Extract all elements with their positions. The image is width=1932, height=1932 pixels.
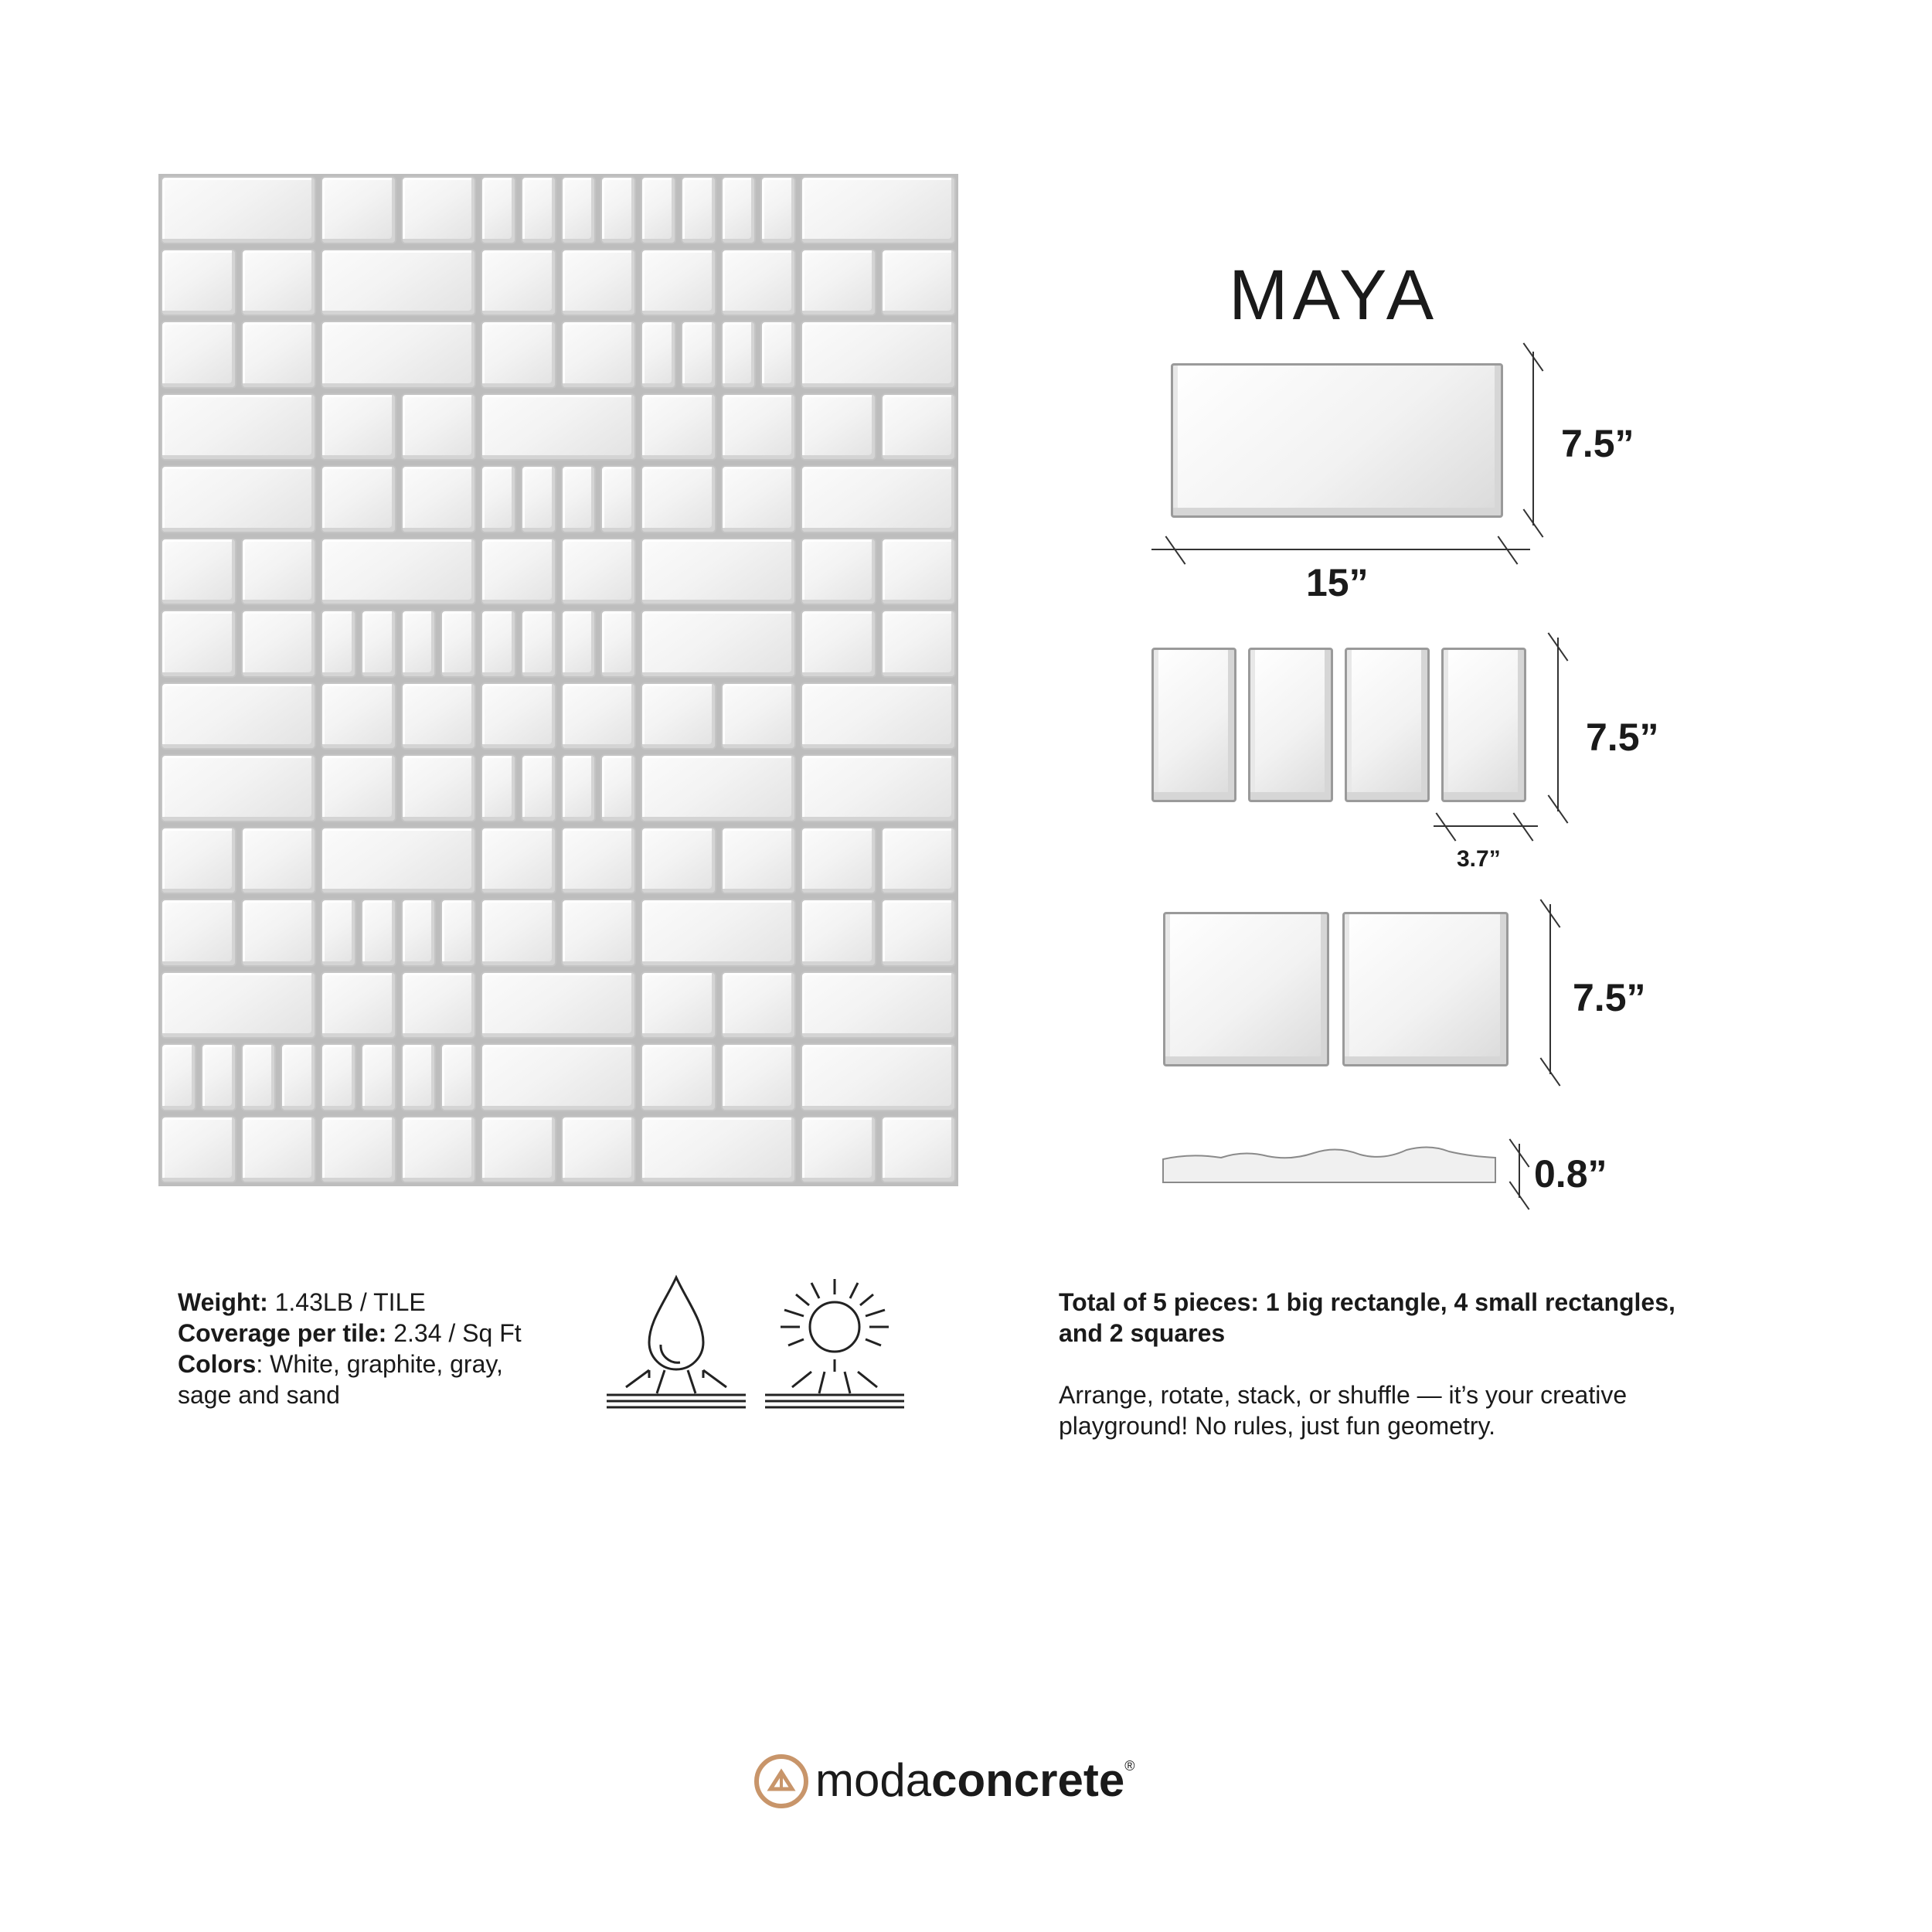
small-rectangle-piece	[1248, 648, 1333, 802]
wall-stone	[241, 249, 317, 317]
water-resistant-icon	[603, 1271, 750, 1410]
wall-stone	[321, 465, 396, 533]
wall-stone	[641, 754, 796, 822]
wall-stone	[561, 610, 597, 678]
wall-stone	[241, 610, 317, 678]
wall-stone	[321, 538, 476, 606]
wall-stone	[401, 1043, 437, 1111]
wall-stone	[561, 176, 597, 244]
square-height-label: 7.5”	[1573, 976, 1646, 1019]
wall-stone	[281, 1043, 316, 1111]
wall-stone	[161, 899, 236, 967]
wall-stone	[641, 393, 716, 461]
tagline-1: Arrange, rotate, stack, or shuffle — it’s your creative	[1059, 1381, 1628, 1409]
wall-stone	[721, 971, 797, 1039]
coverage-spec	[178, 1318, 522, 1349]
wall-stone	[481, 1116, 556, 1184]
wall-stone	[201, 1043, 236, 1111]
wall-stone	[401, 754, 477, 822]
tile-wall-pattern	[158, 174, 958, 1186]
wall-stone	[561, 1116, 637, 1184]
wall-stone	[161, 754, 316, 822]
wall-stone	[801, 538, 876, 606]
wall-stone	[881, 393, 957, 461]
wall-stone	[641, 971, 716, 1039]
wall-stone	[600, 610, 636, 678]
big-rect-width-label: 15”	[1306, 561, 1369, 604]
small-rect-height-label: 7.5”	[1586, 716, 1659, 759]
wall-stone	[801, 754, 956, 822]
wall-stone	[641, 176, 676, 244]
weight-value: 1.43LB / TILE	[267, 1288, 426, 1316]
wall-stone	[321, 321, 476, 389]
wall-stone	[561, 538, 637, 606]
wall-stone	[561, 754, 597, 822]
wall-stone	[401, 1116, 477, 1184]
wall-stone	[161, 321, 236, 389]
wall-stone	[721, 465, 797, 533]
wall-stone	[161, 465, 316, 533]
dim-tick	[1165, 536, 1186, 564]
wall-stone	[760, 321, 796, 389]
colors-value: : White, graphite, gray,	[256, 1350, 503, 1378]
wall-stone	[481, 682, 556, 750]
wall-stone	[481, 176, 516, 244]
wall-stone	[801, 827, 876, 895]
wall-stone	[881, 538, 957, 606]
wall-stone	[481, 827, 556, 895]
wall-stone	[521, 465, 556, 533]
wall-stone	[641, 1116, 796, 1184]
wall-stone	[401, 971, 477, 1039]
wall-stone	[361, 610, 396, 678]
wall-stone	[521, 610, 556, 678]
wall-stone	[801, 249, 876, 317]
wall-stone	[600, 754, 636, 822]
wall-stone	[801, 610, 876, 678]
wall-stone	[321, 1043, 356, 1111]
wall-stone	[801, 176, 956, 244]
wall-stone	[241, 827, 317, 895]
wall-stone	[481, 249, 556, 317]
wall-stone	[641, 827, 716, 895]
wall-stone	[481, 1043, 636, 1111]
wall-stone	[481, 465, 516, 533]
brand-registered: ®	[1124, 1758, 1135, 1774]
wall-stone	[401, 899, 437, 967]
wall-stone	[481, 538, 556, 606]
wall-stone	[681, 176, 716, 244]
wall-stone	[561, 827, 637, 895]
brand-light: moda	[815, 1754, 932, 1806]
wall-stone	[161, 1043, 196, 1111]
wall-stone	[401, 610, 437, 678]
big-rect-height-line	[1532, 352, 1534, 526]
coverage-value: 2.34 / Sq Ft	[386, 1319, 522, 1347]
small-rect-height-line	[1557, 638, 1559, 811]
dim-tick	[1436, 812, 1457, 841]
big-rect-width-line	[1151, 549, 1530, 550]
wall-stone	[561, 682, 637, 750]
pieces-description	[1059, 1287, 1675, 1318]
wall-stone	[641, 321, 676, 389]
big-rect-height-label: 7.5”	[1561, 422, 1634, 465]
wall-stone	[481, 321, 556, 389]
wall-stone	[561, 321, 637, 389]
wall-stone	[521, 176, 556, 244]
pieces-line-2: and 2 squares	[1059, 1319, 1226, 1347]
wall-stone	[801, 321, 956, 389]
wall-stone	[801, 1043, 956, 1111]
wall-stone	[641, 899, 796, 967]
weight-spec	[178, 1287, 426, 1318]
wall-stone	[361, 1043, 396, 1111]
wall-stone	[521, 754, 556, 822]
wall-stone	[641, 1043, 716, 1111]
sun-resistant-icon	[761, 1271, 908, 1410]
product-title: MAYA	[1229, 256, 1439, 335]
colors-value-2: sage and sand	[178, 1381, 340, 1409]
wall-stone	[321, 754, 396, 822]
wall-stone	[801, 465, 956, 533]
wall-stone	[881, 827, 957, 895]
wall-stone	[721, 1043, 797, 1111]
square-piece	[1342, 912, 1509, 1066]
pieces-description-2	[1059, 1318, 1225, 1349]
wall-stone	[801, 682, 956, 750]
wall-stone	[241, 538, 317, 606]
brand-wordmark	[815, 1753, 1134, 1807]
wall-stone	[161, 610, 236, 678]
wall-stone	[801, 393, 876, 461]
wall-stone	[161, 971, 316, 1039]
wall-stone	[881, 249, 957, 317]
tile-profile-outline	[1159, 1144, 1499, 1190]
wall-stone	[801, 1116, 876, 1184]
wall-stone	[321, 610, 356, 678]
wall-stone	[801, 971, 956, 1039]
wall-stone	[321, 249, 476, 317]
wall-stone	[241, 1043, 277, 1111]
wall-stone	[561, 249, 637, 317]
thickness-label: 0.8”	[1534, 1152, 1607, 1196]
wall-stone	[321, 971, 396, 1039]
wall-stone	[481, 393, 636, 461]
wall-stone	[161, 1116, 236, 1184]
wall-stone	[641, 610, 796, 678]
wall-stone	[641, 682, 716, 750]
small-rectangle-piece	[1441, 648, 1526, 802]
wall-stone	[321, 827, 476, 895]
wall-stone	[481, 610, 516, 678]
wall-stone	[440, 610, 476, 678]
wall-stone	[481, 899, 556, 967]
colors-spec-continued	[178, 1379, 340, 1410]
wall-stone	[721, 827, 797, 895]
brand-bold: concrete	[931, 1754, 1125, 1806]
wall-stone	[401, 682, 477, 750]
wall-stone	[600, 465, 636, 533]
wall-stone	[321, 393, 396, 461]
wall-stone	[161, 827, 236, 895]
small-rectangle-piece	[1151, 648, 1236, 802]
square-height-line	[1549, 904, 1551, 1074]
dim-tick	[1498, 536, 1519, 564]
wall-stone	[161, 682, 316, 750]
wall-stone	[161, 176, 316, 244]
wall-stone	[241, 321, 317, 389]
wall-stone	[801, 899, 876, 967]
wall-stone	[440, 899, 476, 967]
wall-stone	[721, 321, 757, 389]
wall-stone	[881, 610, 957, 678]
wall-stone	[241, 1116, 317, 1184]
coverage-label: Coverage per tile:	[178, 1319, 387, 1347]
wall-stone	[361, 899, 396, 967]
tagline-2: playground! No rules, just fun geometry.	[1059, 1412, 1496, 1440]
wall-stone	[721, 249, 797, 317]
wall-stone	[401, 393, 477, 461]
dim-tick	[1513, 812, 1534, 841]
wall-stone	[321, 1116, 396, 1184]
wall-stone	[641, 465, 716, 533]
square-piece	[1163, 912, 1329, 1066]
colors-label: Colors	[178, 1350, 257, 1378]
wall-stone	[721, 682, 797, 750]
wall-stone	[161, 249, 236, 317]
wall-stone	[641, 538, 796, 606]
wall-stone	[161, 538, 236, 606]
wall-stone	[401, 176, 477, 244]
big-rectangle-piece	[1171, 363, 1503, 518]
weight-label: Weight:	[178, 1288, 268, 1316]
wall-stone	[241, 899, 317, 967]
wall-stone	[481, 754, 516, 822]
wall-stone	[481, 971, 636, 1039]
wall-stone	[760, 176, 796, 244]
pieces-line-1: Total of 5 pieces: 1 big rectangle, 4 small rectangles,	[1059, 1288, 1675, 1316]
wall-stone	[401, 465, 477, 533]
wall-stone	[561, 465, 597, 533]
small-rectangle-piece	[1345, 648, 1430, 802]
brand-mark-icon	[753, 1753, 809, 1809]
wall-stone	[721, 393, 797, 461]
wall-stone	[681, 321, 716, 389]
brand-logo	[753, 1750, 1186, 1812]
wall-stone	[321, 176, 396, 244]
wall-stone	[600, 176, 636, 244]
wall-stone	[721, 176, 757, 244]
wall-stone	[561, 899, 637, 967]
wall-stone	[440, 1043, 476, 1111]
colors-spec	[178, 1349, 503, 1379]
wall-stone	[881, 899, 957, 967]
small-rect-width-label: 3.7”	[1457, 846, 1501, 872]
wall-stone	[161, 393, 316, 461]
wall-stone	[321, 682, 396, 750]
wall-stone	[881, 1116, 957, 1184]
wall-stone	[641, 249, 716, 317]
wall-stone	[321, 899, 356, 967]
